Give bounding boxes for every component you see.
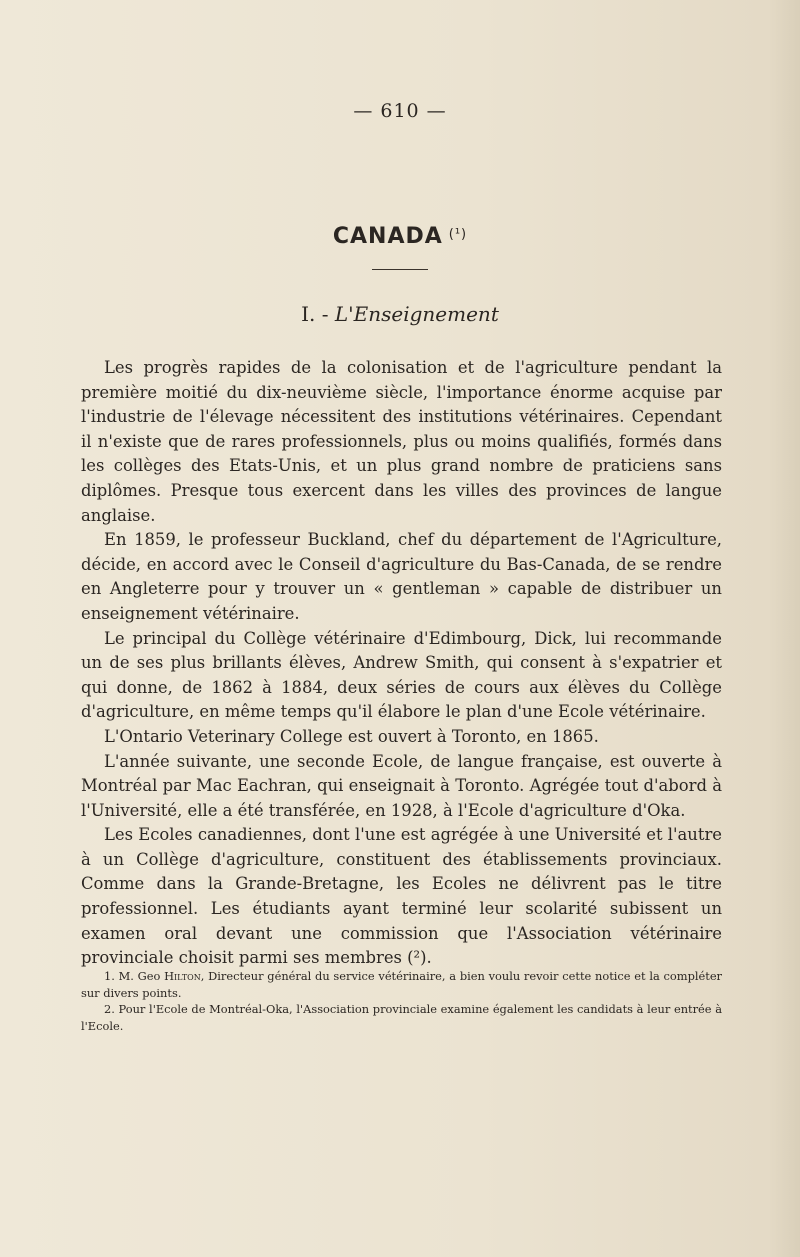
- page-number: — 610 —: [353, 100, 447, 122]
- body-text: [81, 356, 722, 971]
- footnote-1-prefix: 1. M. Geo: [104, 969, 161, 983]
- paragraph: Les progrès rapides de la colonisation et de l'agriculture pendant la première moitié du dix-neuvième siècle, l'importance énorme acquise par l'industrie de l'élevage nécessitent des institutions vétérinaires. Cependant il n'existe que de rares professionnels, plus ou moins qualifiés, formés dans les collèges des Etats-Unis, et un plus grand nombre de praticiens sans diplômes. Presque tous exercent dans les villes des provinces de langue anglaise.: [81, 358, 722, 525]
- paragraph: En 1859, le professeur Buckland, chef du département de l'Agriculture, décide, en accord avec le Conseil d'agriculture du Bas-Canada, de se rendre en Angleterre pour y trouver un « gentleman » capable de distribuer un enseignement vétérinaire.: [81, 530, 722, 623]
- footnote-2: 2. Pour l'Ecole de Montréal-Oka, l'Association provinciale examine également les candidats à leur entrée à l'Ecole.: [81, 1002, 722, 1033]
- title-footnote-ref: (¹): [448, 227, 468, 242]
- paragraph: L'Ontario Veterinary College est ouvert à Toronto, en 1865.: [104, 726, 599, 746]
- paragraph: L'année suivante, une seconde Ecole, de langue française, est ouverte à Montréal par Mac Eachran, qui enseignait à Toronto. Agrégée tout d'abord à l'Université, elle a été transférée, en 1928, à l'Ecole d'agriculture d'Oka.: [81, 751, 722, 820]
- paragraph: Les Ecoles canadiennes, dont l'une est agrégée à une Université et l'autre à un Collège d'agriculture, constituent des établissements provinciaux. Comme dans la Grande-Bretagne, les Ecoles ne délivrent pas le titre professionnel. Les étudiants ayant terminé leur scolarité subissent un examen oral devant une commission que l'Association vétérinaire provinciale choisit parmi ses membres (²).: [81, 825, 722, 968]
- footnote-1: [81, 968, 722, 1001]
- section-heading: [0, 302, 800, 326]
- paragraph: Le principal du Collège vétérinaire d'Edimbourg, Dick, lui recommande un de ses plus brillants élèves, Andrew Smith, qui consent à s'expatrier et qui donne, de 1862 à 1884, deux séries de cours aux élèves du Collège d'agriculture, en même temps qu'il élabore le plan d'une Ecole vétérinaire.: [81, 628, 722, 722]
- title-text: CANADA: [332, 224, 443, 249]
- page-title: [0, 224, 800, 249]
- title-divider: [372, 269, 428, 270]
- footnote-1-name: Hilton: [164, 969, 201, 983]
- footnotes: [81, 968, 722, 1034]
- section-subtitle: L'Enseignement: [334, 302, 499, 326]
- section-number: I. -: [301, 302, 329, 326]
- footnote-1-text: , Directeur général du service vétérinaire, a bien voulu revoir cette notice et la compléter sur divers points.: [81, 969, 723, 1000]
